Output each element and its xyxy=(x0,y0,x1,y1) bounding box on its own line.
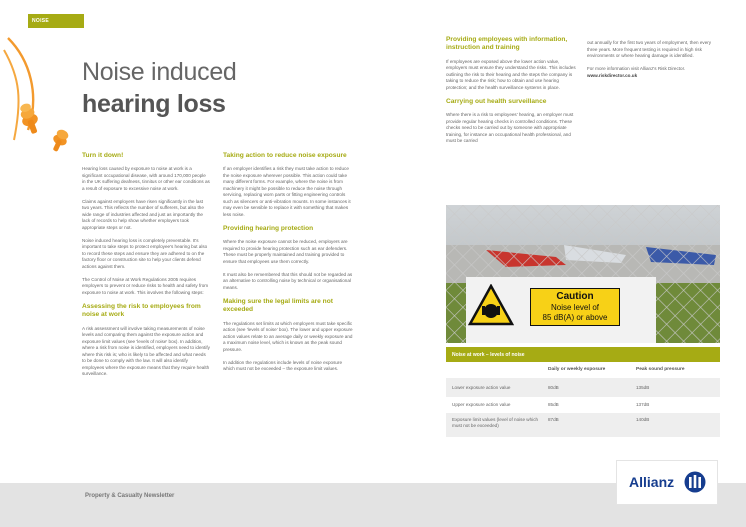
caution-sign-level: 85 dB(A) or above xyxy=(542,313,608,322)
column-1 xyxy=(82,152,210,384)
allianz-eagle-icon xyxy=(684,471,706,493)
paragraph: The regulations set limits at which employers must take specific action (see 'levels of noise' box). The lower and upper exposure action values relate to an average daily or weekly exposure and a maximum noise level, which is known as the peak sound pressure. xyxy=(223,320,353,352)
paragraph: Noise induced hearing loss is completely preventable. It's important to take steps to protect employee's hearing but also to record these steps and ensure they are adhered to on the factory floor or construction site to help your clients defend actions against them. xyxy=(82,237,208,269)
heading-health-surveillance: Carrying out health surveillance xyxy=(446,97,547,105)
table-cell: Upper exposure action value xyxy=(452,402,511,407)
table-cell: 140dB xyxy=(636,417,650,422)
paragraph: Hearing loss caused by exposure to noise at work is a significant occupational disease, with around 170,000 people in the UK suffering deafness, tinnitus or other ear conditions as a result of exposure to excessive noise at work. xyxy=(82,166,210,191)
table-cell: Exposure limit values (level of noise which must not be exceeded) xyxy=(452,417,539,428)
page-title-line2: hearing loss xyxy=(82,90,226,118)
more-info-text: For more information visit Allianz's Risk Director. xyxy=(587,66,686,71)
earplug-icon xyxy=(0,0,90,160)
warning-ear-icon xyxy=(468,284,514,326)
heading-turn-it-down: Turn it down! xyxy=(82,152,124,159)
heading-hearing-protection: Providing hearing protection xyxy=(223,224,314,232)
column-3 xyxy=(446,36,580,151)
table-cell: 135dB xyxy=(636,385,650,390)
heading-assessing-risk: Assessing the risk to employees from noise at work xyxy=(82,302,201,319)
paragraph: If an employer identifies a risk they must take action to reduce the noise exposure wherever possible. This action could take many different forms. For example, where the noise is from machinery it might be possible to reduce the noise through servicing, replacing worn parts or fitting engineering controls such as silencers or anti-vibration mounts. In some instances it may even be sensible to replace it with something that makes less noise. xyxy=(223,166,351,217)
table-cell: 85dB xyxy=(548,402,559,407)
table-header-daily: Daily or weekly exposure xyxy=(548,367,606,372)
paragraph: If employees are exposed above the lower action value, employers must ensure they understand the risks. This includes outlining the risk to their hearing and the steps the company is taking to reduce the risk; how to obtain and use hearing protection; and the health surveillance systems in place. xyxy=(446,58,576,90)
table-title: Noise at work – levels of noise xyxy=(452,352,525,358)
paragraph: Where there is a risk to employees' hearing, an employer must provide regular hearing checks in controlled conditions. These checks need to be carried out by someone with appropriate training, for instance an occupational health professional, and must be carried xyxy=(446,112,574,144)
table-cell: 137dB xyxy=(636,402,650,407)
allianz-logo-text: Allianz xyxy=(629,474,675,490)
column-2 xyxy=(223,152,353,379)
paragraph: Where the noise exposure cannot be reduced, employers are required to provide hearing protection such as ear defenders. These must be properly maintained and training provided to ensure that employees use them correctly. xyxy=(223,239,348,264)
heading-taking-action: Taking action to reduce noise exposure xyxy=(223,152,347,159)
paragraph: Claims against employers have risen significantly in the last two years. This reflects the number of sufferers, but also the wide range of industries affected and just as importantly the lack of records to help show whether employers took appropriate steps or not. xyxy=(82,198,204,230)
table-cell: 87dB xyxy=(548,417,559,422)
table-cell: 80dB xyxy=(548,385,559,390)
riskdirector-link[interactable]: www.riskdirector.co.uk xyxy=(587,72,638,78)
paragraph: The Control of Noise at Work Regulations 2005 requires employers to prevent or reduce risks to health and safety from exposure to noise at work. This involves the following steps: xyxy=(82,276,209,295)
paragraph: In addition the regulations include levels of noise exposure which must not be exceeded – the exposure limit values. xyxy=(223,359,343,372)
paragraph: It must also be remembered that this should not be regarded as an alternative to controlling noise by technical or organisational means. xyxy=(223,271,353,290)
heading-information-training: Providing employees with information, instruction and training xyxy=(446,36,568,52)
column-4 xyxy=(587,40,715,86)
section-tag: NOISE xyxy=(28,14,84,28)
paragraph: A risk assessment will involve taking measurements of noise levels and comparing them against the exposure action and exposure limit values (see 'levels of noise' box). In addition, where a risk from noise is identified, employers need to identify where this risk is; who is likely to be affected and what needs to be done to comply with the law. It will also identify employees where the exposure means that they require health surveillance. xyxy=(82,325,210,377)
paragraph: out annually for the first two years of employment, then every three years. More frequent testing is required in high risk environments or where hearing damage is identified. xyxy=(587,40,712,58)
heading-legal-limits: Making sure the legal limits are not exceeded xyxy=(223,297,333,314)
table-divider xyxy=(446,397,720,398)
caution-sign-text: Noise level of xyxy=(550,303,600,312)
table-cell: Lower exposure action value xyxy=(452,385,511,390)
table-header-peak: Peak sound pressure xyxy=(636,367,685,372)
page-title-line1: Noise induced xyxy=(82,58,237,86)
footer-text: Property & Casualty Newsletter xyxy=(85,493,175,499)
caution-sign-title: Caution xyxy=(556,291,594,302)
caution-sign xyxy=(530,288,620,326)
